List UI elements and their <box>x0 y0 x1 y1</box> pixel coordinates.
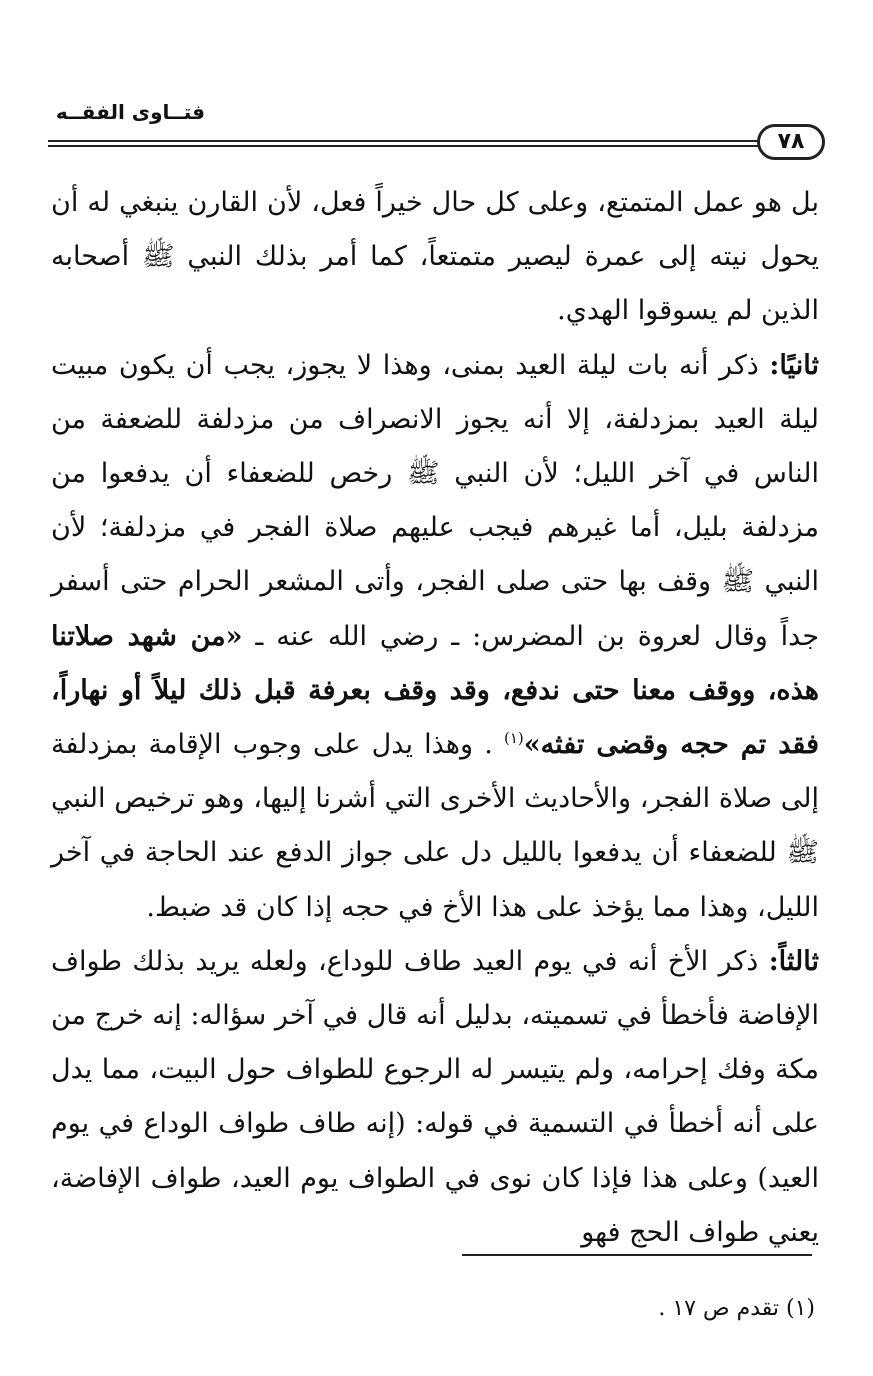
paragraph-2 <box>51 339 819 935</box>
footnote-separator <box>462 1254 812 1256</box>
paragraph-2-text: ذكر أنه بات ليلة العيد بمنى، وهذا لا يجوز، يجب أن يكون مبيت ليلة العيد بمزدلفة، إلا أنه يجوز الانصراف من مزدلفة للضعفة من الناس في آخر الليل؛ لأن النبي ﷺ رخص للضعفاء أن يدفعوا من مزدلفة بليل، أما غيرهم فيجب عليهم صلاة الفجر في مزدلفة؛ لأن النبي ﷺ وقف بها حتى صلى الفجر، وأتى المشعر الحرام حتى أسفر جداً وقال لعروة بن المضرس: ـ رضي الله عنه ـ <box>51 349 820 652</box>
paragraph-2-continuation: . وهذا يدل على وجوب الإقامة بمزدلفة إلى صلاة الفجر، والأحاديث الأخرى التي أشرنا إليها، وهو ترخيص النبي ﷺ للضعفاء أن يدفعوا بالليل دل على جواز الدفع عند الحاجة في آخر الليل، وهذا مما يؤخذ على هذا الأخ في حجه إذا كان قد ضبط. <box>51 729 819 923</box>
hadith-quote: «من شهد صلاتنا هذه، ووقف معنا حتى ندفع، وقد وقف بعرفة قبل ذلك ليلاً أو نهاراً، فقد تم حجه وقضى تفثه» <box>51 620 819 761</box>
header-rule <box>48 140 763 142</box>
point-two-label: ثانيًا: <box>769 349 819 381</box>
paragraph-3 <box>51 935 819 1260</box>
footnote-1: (١) تقدم ص ١٧ . <box>658 1296 815 1321</box>
running-title: فتــاوى الفقــه <box>55 100 205 124</box>
header-rule-double <box>48 145 763 147</box>
page-number: ٧٨ <box>757 124 825 160</box>
footnote-reference: (١) <box>503 729 524 748</box>
paragraph-3-text: ذكر الأخ أنه في يوم العيد طاف للوداع، ولعله يريد بذلك طواف الإفاضة فأخطأ في تسميته، بدليل أنه قال في آخر سؤاله: إنه خرج من مكة وفك إحرامه، ولم يتيسر له الرجوع للطواف حول البيت، مما يدل على أنه أخطأ في التسمية في قوله: (إنه طاف طواف الوداع في يوم العيد) وعلى هذا فإذا كان نوى في الطواف يوم العيد، طواف الإفاضة، يعني طواف الحج فهو <box>51 945 819 1248</box>
body-text <box>51 176 819 1260</box>
paragraph-1: بل هو عمل المتمتع، وعلى كل حال خيراً فعل، لأن القارن ينبغي له أن يحول نيته إلى عمرة ليصير متمتعاً، كما أمر بذلك النبي ﷺ أصحابه الذين لم يسوقوا الهدي. <box>51 187 819 327</box>
point-three-label: ثالثاً: <box>768 945 819 977</box>
